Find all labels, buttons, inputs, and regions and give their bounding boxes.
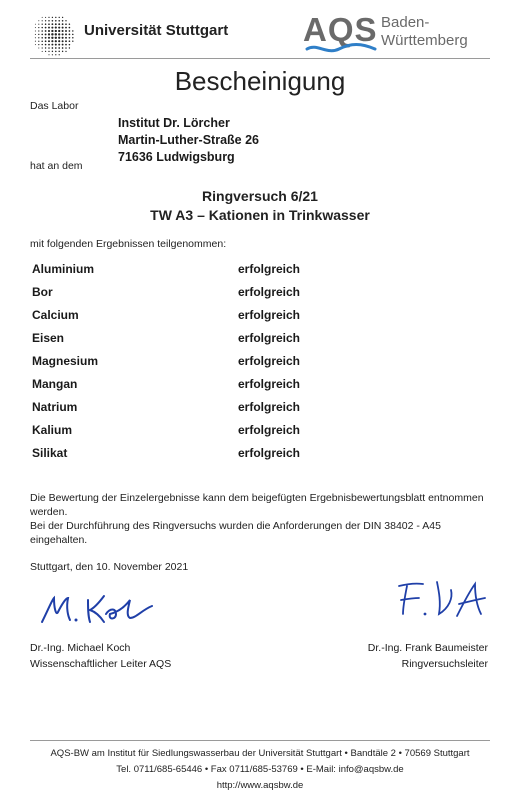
result-value: erfolgreich xyxy=(238,308,301,322)
result-value: erfolgreich xyxy=(238,400,301,414)
footer-contact: Tel. 0711/685-65446 • Fax 0711/685-53769 • E-Mail: info@aqsbw.de xyxy=(116,764,404,775)
footer xyxy=(0,746,520,794)
round-subtitle: TW A3 – Kationen in Trinkwasser xyxy=(150,207,370,223)
result-element: Bor xyxy=(32,285,53,299)
result-row xyxy=(32,285,332,308)
wave-icon xyxy=(305,43,377,55)
university-logo xyxy=(30,12,76,58)
result-row xyxy=(32,331,332,354)
result-value: erfolgreich xyxy=(238,262,301,276)
result-element: Magnesium xyxy=(32,354,99,368)
signatory-right xyxy=(368,640,488,672)
result-value: erfolgreich xyxy=(238,377,301,391)
document-title: Bescheinigung xyxy=(174,66,346,96)
footer-address: AQS-BW am Institut für Siedlungswasserbau der Universität Stuttgart • Bandtäle 2 • 70569 Stuttgart xyxy=(50,748,470,759)
footer-divider xyxy=(30,740,490,741)
signatory-right-name: Dr.-Ing. Frank Baumeister xyxy=(367,642,488,654)
signatory-right-role: Ringversuchsleiter xyxy=(401,658,488,670)
signature-left xyxy=(38,590,158,630)
result-row xyxy=(32,377,332,400)
result-element: Calcium xyxy=(32,308,79,322)
result-value: erfolgreich xyxy=(238,331,301,345)
place-date: Stuttgart, den 10. November 2021 xyxy=(30,561,189,573)
result-value: erfolgreich xyxy=(238,354,301,368)
result-value: erfolgreich xyxy=(238,285,301,299)
signatory-left xyxy=(30,640,171,672)
evaluation-note: Die Bewertung der Einzelergebnisse kann dem beigefügten Ergebnisbewertungsblatt entnommen werden. xyxy=(30,492,484,518)
aqs-logo-letters: AQS xyxy=(303,11,378,48)
lab-street: Martin-Luther-Straße 26 xyxy=(118,133,259,147)
lab-address xyxy=(118,115,259,166)
aqs-region-line2: Württemberg xyxy=(381,32,468,49)
university-name: Universität Stuttgart xyxy=(84,22,229,39)
lab-outro: hat an dem xyxy=(30,160,83,172)
result-element: Eisen xyxy=(32,331,65,345)
result-row xyxy=(32,423,332,446)
notes xyxy=(30,491,495,547)
result-element: Kalium xyxy=(32,423,73,437)
signatory-left-role: Wissenschaftlicher Leiter AQS xyxy=(30,658,172,670)
result-element: Mangan xyxy=(32,377,78,391)
result-element: Silikat xyxy=(32,446,68,460)
signatory-left-name: Dr.-Ing. Michael Koch xyxy=(30,642,131,654)
lab-intro: Das Labor xyxy=(30,100,79,112)
result-element: Aluminium xyxy=(32,262,94,276)
results-list xyxy=(32,262,332,469)
lab-name: Institut Dr. Lörcher xyxy=(118,116,230,130)
result-row xyxy=(32,262,332,285)
footer-website[interactable]: http://www.aqsbw.de xyxy=(216,780,304,791)
result-value: erfolgreich xyxy=(238,446,301,460)
result-value: erfolgreich xyxy=(238,423,301,437)
aqs-region-line1: Baden- xyxy=(381,14,430,31)
result-row xyxy=(32,400,332,423)
header-divider xyxy=(30,58,490,59)
din-note: Bei der Durchführung des Ringversuchs wurden die Anforderungen der DIN 38402 - A45 eingehalten. xyxy=(30,520,441,546)
result-row xyxy=(32,308,332,331)
lab-city: 71636 Ludwigsburg xyxy=(118,150,235,164)
aqs-logo-region xyxy=(381,14,468,50)
result-row xyxy=(32,446,332,469)
results-intro: mit folgenden Ergebnissen teilgenommen: xyxy=(30,238,227,250)
signature-right xyxy=(393,578,488,623)
result-row xyxy=(32,354,332,377)
result-element: Natrium xyxy=(32,400,78,414)
round-title: Ringversuch 6/21 xyxy=(202,188,318,204)
